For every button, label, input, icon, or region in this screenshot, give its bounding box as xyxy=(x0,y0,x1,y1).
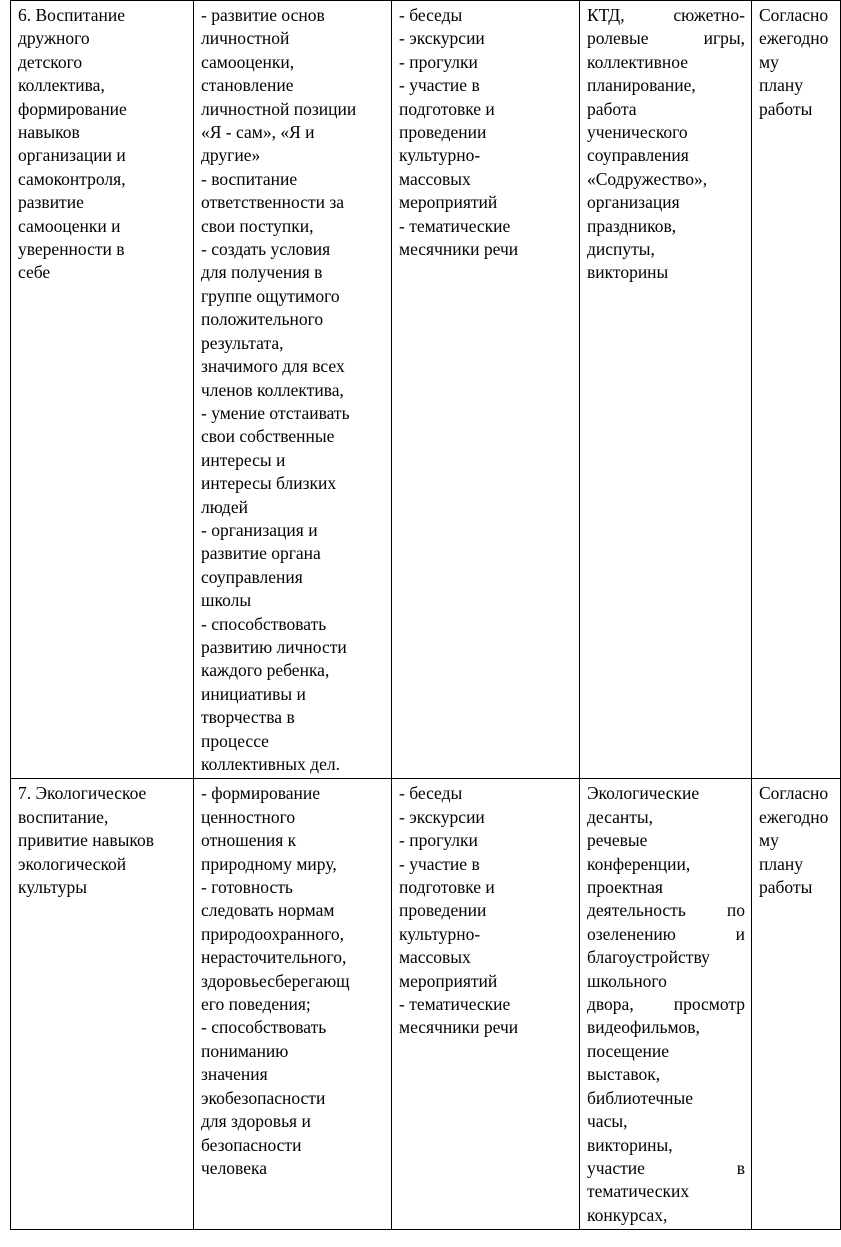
activities-line: конференции, xyxy=(587,853,691,874)
activities-line: участие в xyxy=(587,1157,745,1178)
activities-line: КТД, сюжетно- xyxy=(587,5,745,25)
term-text: Согласно ежегодному плану работы xyxy=(759,5,829,119)
activities-line: праздников, xyxy=(587,215,677,236)
term-text: Согласно ежегодному плану работы xyxy=(759,783,829,898)
activities-line: проектная xyxy=(587,877,663,898)
activities-line: организация xyxy=(587,192,680,213)
activities-line: «Содружество», xyxy=(587,168,708,189)
tasks-cell xyxy=(194,1,392,779)
activities-line: посещение xyxy=(587,1040,670,1061)
direction-cell xyxy=(11,779,194,1230)
activities-line: соуправления xyxy=(587,145,689,166)
activities-line: Экологические xyxy=(587,783,700,804)
activities-line: библиотечные xyxy=(587,1087,694,1108)
activities-line: школьного xyxy=(587,970,667,991)
forms-cell xyxy=(392,779,580,1230)
direction-text: 7. Экологическое воспитание, привитие навыков экологической культуры xyxy=(18,783,155,898)
activities-line: двора, просмотр xyxy=(587,994,745,1015)
tasks-text: - формирование ценностного отношения к природному миру, - готовность следовать нормам природоохранного, нерасточительного, здоровьесберегающ его поведения; - способствовать пониманию значения экобезопасности для здоровья и безопасности человека xyxy=(201,783,350,1178)
tasks-cell xyxy=(194,779,392,1230)
forms-text: - беседы - экскурсии - прогулки - участие в подготовке и проведении культурно- массовых мероприятий - тематические месячники речи xyxy=(399,5,519,260)
activities-line: ученического xyxy=(587,122,688,143)
activities-line: планирование, xyxy=(587,75,696,96)
tasks-text: - развитие основ личностной самооценки, становление личностной позиции «Я - сам», «Я и другие» - воспитание ответственности за свои поступки, - создать условия для получения в группе ощутимого положительного результата, значимого для всех членов коллектива, - умение отстаивать свои собственные интересы и интересы близких людей - организация и развитие органа соуправления школы - способствовать развитию личности каждого ребенка, инициативы и творчества в процессе коллективных дел. xyxy=(201,5,357,774)
activities-line: речевые xyxy=(587,830,648,851)
activities-line: благоустройству xyxy=(587,947,710,968)
activities-line: озеленению и xyxy=(587,923,745,944)
activities-line: видеофильмов, xyxy=(587,1017,700,1038)
activities-line: ролевые игры, xyxy=(587,28,745,49)
activities-line: выставок, xyxy=(587,1064,661,1085)
activities-line: коллективное xyxy=(587,51,689,72)
forms-text: - беседы - экскурсии - прогулки - участие в подготовке и проведении культурно- массовых мероприятий - тематические месячники речи xyxy=(399,783,519,1038)
forms-cell xyxy=(392,1,580,779)
direction-text: 6. Воспитание дружного детского коллектива, формирование навыков организации и самоконтроля, развитие самооценки и уверенности в себе xyxy=(18,5,127,283)
activities-line: викторины, xyxy=(587,1134,673,1155)
direction-cell xyxy=(11,1,194,779)
term-cell xyxy=(752,779,841,1230)
activities-cell xyxy=(580,779,752,1230)
activities-line: тематических xyxy=(587,1181,690,1202)
activities-line: часы, xyxy=(587,1111,628,1132)
table-row xyxy=(11,1,841,779)
plan-table xyxy=(10,0,841,1230)
table-row xyxy=(11,779,841,1230)
activities-line: конкурсах, xyxy=(587,1204,668,1225)
activities-line: диспуты, xyxy=(587,239,655,260)
activities-line: десанты, xyxy=(587,806,654,827)
activities-line: работа xyxy=(587,98,637,119)
activities-line: викторины xyxy=(587,262,669,283)
activities-cell xyxy=(580,1,752,779)
term-cell xyxy=(752,1,841,779)
activities-line: деятельность по xyxy=(587,900,745,921)
